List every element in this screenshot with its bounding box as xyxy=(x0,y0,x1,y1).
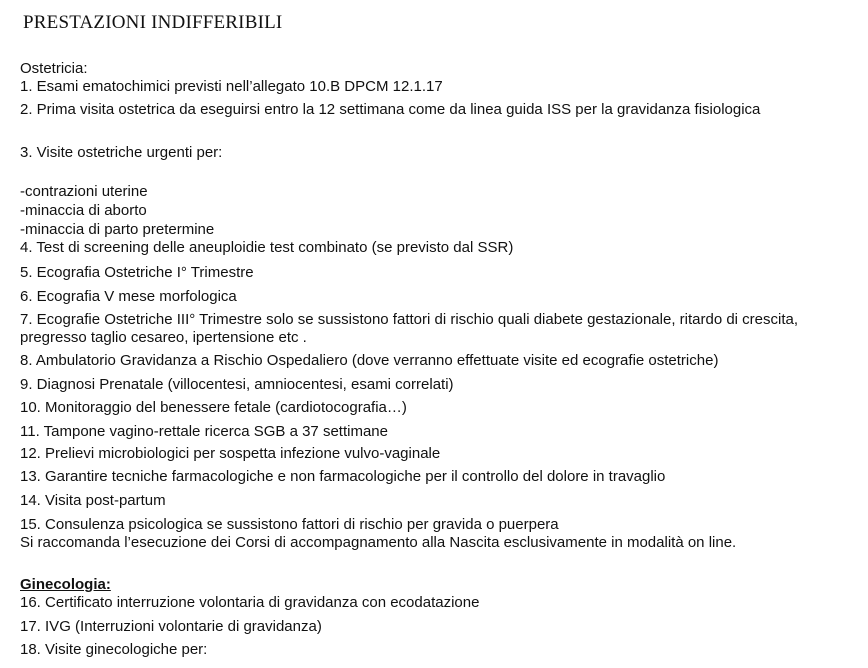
list-item-14: 14. Visita post-partum xyxy=(20,492,166,509)
sub-item-aborto: -minaccia di aborto xyxy=(20,202,147,219)
sub-item-contrazioni: -contrazioni uterine xyxy=(20,183,148,200)
section-heading-ostetricia: Ostetricia: xyxy=(20,60,88,77)
list-item-18: 18. Visite ginecologiche per: xyxy=(20,641,208,658)
list-item-2: 2. Prima visita ostetrica da eseguirsi entro la 12 settimana come da linea guida ISS per la gravidanza fisiologica xyxy=(20,101,761,118)
list-item-5: 5. Ecografia Ostetriche I° Trimestre xyxy=(20,264,254,281)
section-heading-ginecologia: Ginecologia: xyxy=(20,576,111,593)
list-item-6: 6. Ecografia V mese morfologica xyxy=(20,288,237,305)
list-item-8: 8. Ambulatorio Gravidanza a Rischio Ospedaliero (dove verranno effettuate visite ed ecografie ostetriche) xyxy=(20,352,719,369)
list-item-12: 12. Prelievi microbiologici per sospetta infezione vulvo-vaginale xyxy=(20,445,441,462)
list-item-1: 1. Esami ematochimici previsti nell’allegato 10.B DPCM 12.1.17 xyxy=(20,78,443,95)
list-item-7: 7. Ecografie Ostetriche III° Trimestre solo se sussistono fattori di rischio quali diabete gestazionale, ritardo di crescita, pregresso taglio cesareo, ipertensione etc . xyxy=(20,311,799,346)
list-item-11: 11. Tampone vagino-rettale ricerca SGB a 37 settimane xyxy=(20,423,388,440)
list-item-17: 17. IVG (Interruzioni volontarie di gravidanza) xyxy=(20,618,322,635)
list-item-16: 16. Certificato interruzione volontaria di gravidanza con ecodatazione xyxy=(20,594,480,611)
list-item-9: 9. Diagnosi Prenatale (villocentesi, amniocentesi, esami correlati) xyxy=(20,376,454,393)
list-item-15: 15. Consulenza psicologica se sussistono fattori di rischio per gravida o puerpera xyxy=(20,516,559,533)
sub-item-parto-pretermine: -minaccia di parto pretermine xyxy=(20,221,215,238)
list-item-3: 3. Visite ostetriche urgenti per: xyxy=(20,144,223,161)
recommendation-note: Si raccomanda l’esecuzione dei Corsi di accompagnamento alla Nascita esclusivamente in modalità on line. xyxy=(20,534,737,551)
list-item-13: 13. Garantire tecniche farmacologiche e non farmacologiche per il controllo del dolore in travaglio xyxy=(20,468,666,485)
page-title: PRESTAZIONI INDIFFERIBILI xyxy=(23,12,283,33)
list-item-4: 4. Test di screening delle aneuploidie test combinato (se previsto dal SSR) xyxy=(20,239,514,256)
list-item-10: 10. Monitoraggio del benessere fetale (cardiotocografia…) xyxy=(20,399,407,416)
